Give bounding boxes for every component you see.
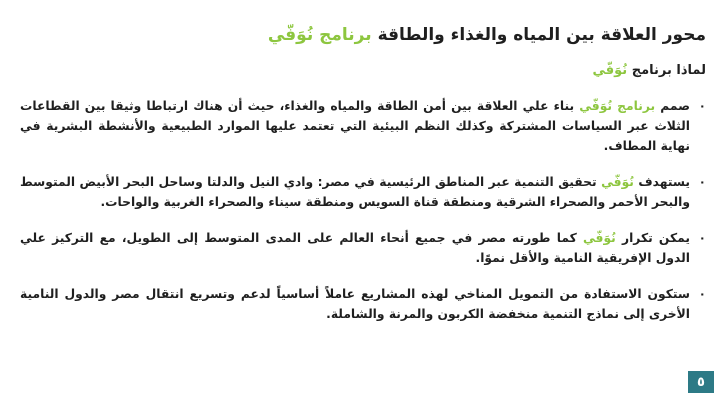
bullet-highlight: برنامج نُوَفّي <box>579 99 656 113</box>
bullet-marker: ٠ <box>698 231 706 245</box>
bullet-text: بناء علي العلاقة بين أمن الطاقة والمياه والغذاء، حيث أن هناك ارتباطا وثيقا بين القطاعات الثلاث عبر السياسات المشتركة وكذلك النظم البيئية التي تعتمد عليها الموارد الطبيعية والأنشطة البشرية في نهاية المطاف. <box>20 99 690 153</box>
bullet-item <box>20 172 706 212</box>
subtitle-highlight: نُوَفّي <box>592 63 628 78</box>
subtitle-text: لماذا برنامج <box>631 63 706 78</box>
bullet-item <box>20 284 706 324</box>
bullet-text: كما طورته مصر في جميع أنحاء العالم على المدى المتوسط إلى الطويل، مع التركيز علي الدول الإفريقية النامية والأقل نموًا. <box>20 231 690 265</box>
bullet-text: تحقيق التنمية عبر المناطق الرئيسية في مصر: وادي النيل والدلتا وساحل البحر الأبيض المتوسط والبحر الأحمر والصحراء الشرقية ومنطقة قناة السويس ومنطقة سيناء والصحراء الغربية والواحات. <box>20 175 690 209</box>
bullet-text-before: صمم <box>660 99 691 113</box>
bullet-marker: ٠ <box>698 99 706 113</box>
bullet-highlight: نُوَفّي <box>601 175 634 189</box>
bullet-text-before: يستهدف <box>638 175 691 189</box>
bullet-text: ستكون الاستفادة من التمويل المناخي لهذه المشاريع عاملاً أساسياً لدعم وتسريع انتقال مصر والدول النامية الأخرى إلى نماذج التنمية منخفضة الكربون والمرنة والشاملة. <box>20 287 690 321</box>
title-highlight: برنامج نُوَفّي <box>267 25 372 45</box>
slide-subtitle <box>14 61 706 81</box>
page-number: ٥ <box>697 374 705 390</box>
bullet-list <box>20 96 706 324</box>
bullet-text-before: يمكن تكرار <box>622 231 691 245</box>
bullet-item <box>20 228 706 268</box>
slide-title <box>14 22 706 48</box>
bullet-item <box>20 96 706 156</box>
bullet-highlight: نُوَفّي <box>582 231 616 245</box>
bullet-marker: ٠ <box>698 287 706 301</box>
bullet-marker: ٠ <box>698 175 706 189</box>
page-number-badge <box>688 371 714 393</box>
title-text: محور العلاقة بين المياه والغذاء والطاقة <box>377 25 706 45</box>
